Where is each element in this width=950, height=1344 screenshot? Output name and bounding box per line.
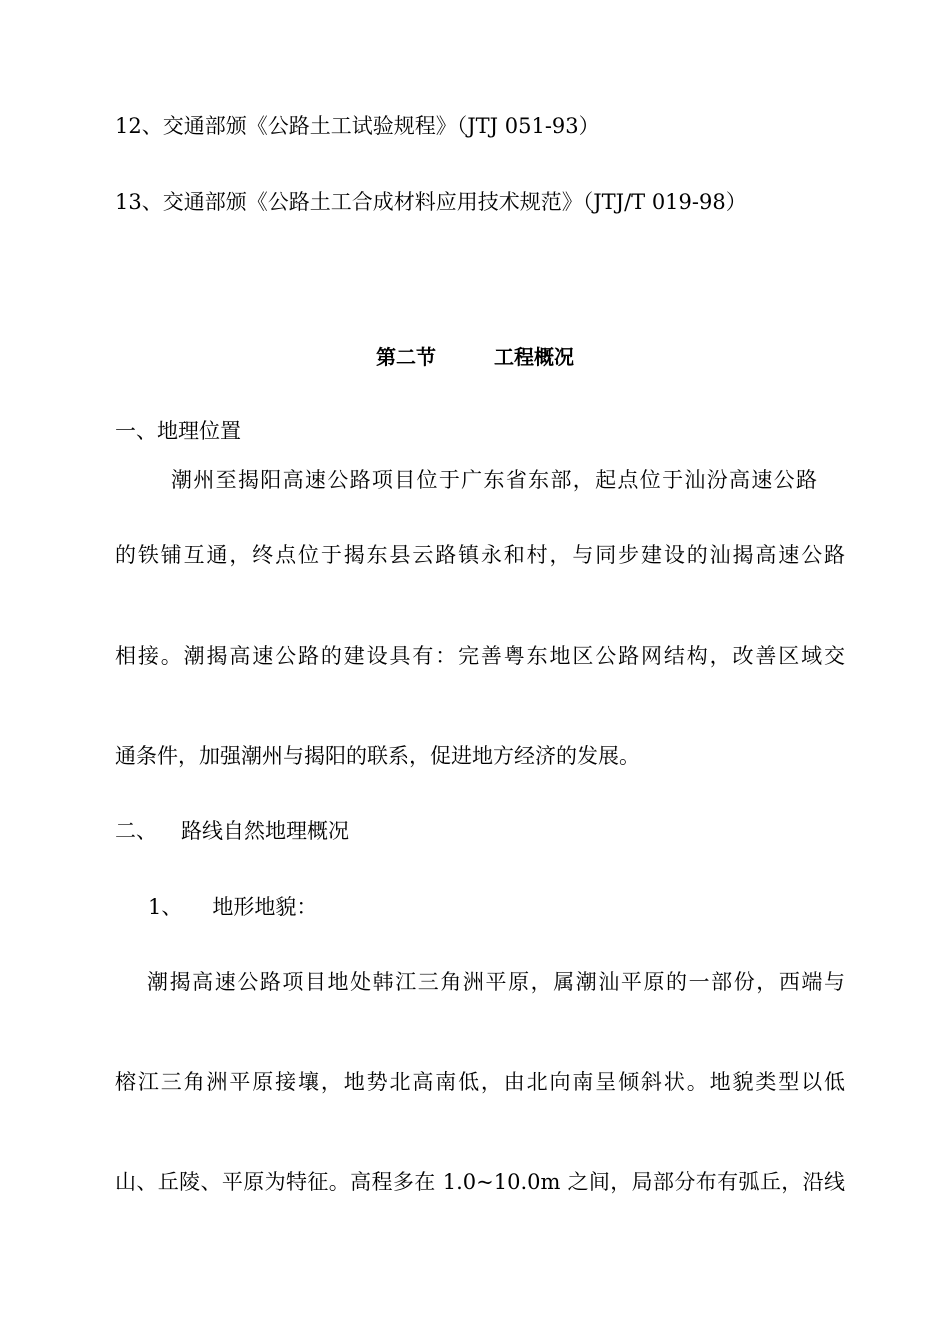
part2-heading-text: 路线自然地理概况 — [181, 819, 349, 843]
part1-paragraph-line-4: 通条件，加强潮州与揭阳的联系，促进地方经济的发展。 — [115, 744, 640, 768]
part2-subheading-number: 1、 — [148, 895, 183, 919]
part1-paragraph-line-3: 相接。潮揭高速公路的建设具有：完善粤东地区公路网结构，改善区域交 — [115, 644, 845, 668]
part1-paragraph-line-1: 潮州至揭阳高速公路项目位于广东省东部，起点位于汕汾高速公路 — [171, 468, 817, 492]
part1-heading: 一、地理位置 — [115, 419, 241, 443]
part2-heading-number: 二、 — [115, 819, 157, 843]
part2-subheading — [148, 893, 317, 921]
section-heading — [0, 343, 950, 371]
part2-paragraph-line-1: 潮揭高速公路项目地处韩江三角洲平原，属潮汕平原的一部份，西端与 — [147, 970, 845, 994]
section-title: 工程概况 — [494, 345, 574, 369]
reference-item-12: 12、交通部颁《公路土工试验规程》（JTJ 051-93） — [115, 114, 600, 138]
part2-paragraph-line-3: 山、丘陵、平原为特征。高程多在 1.0~10.0m 之间，局部分布有弧丘，沿线 — [115, 1170, 845, 1194]
section-number: 第二节 — [376, 345, 436, 369]
part2-paragraph-line-2: 榕江三角洲平原接壤，地势北高南低，由北向南呈倾斜状。地貌类型以低 — [115, 1070, 845, 1094]
part2-heading — [115, 817, 349, 845]
part2-subheading-text: 地形地貌： — [212, 895, 318, 919]
reference-item-13: 13、交通部颁《公路土工合成材料应用技术规范》（JTJ/T 019-98） — [115, 190, 747, 214]
part1-paragraph-line-2: 的铁铺互通，终点位于揭东县云路镇永和村，与同步建设的汕揭高速公路 — [115, 543, 845, 567]
